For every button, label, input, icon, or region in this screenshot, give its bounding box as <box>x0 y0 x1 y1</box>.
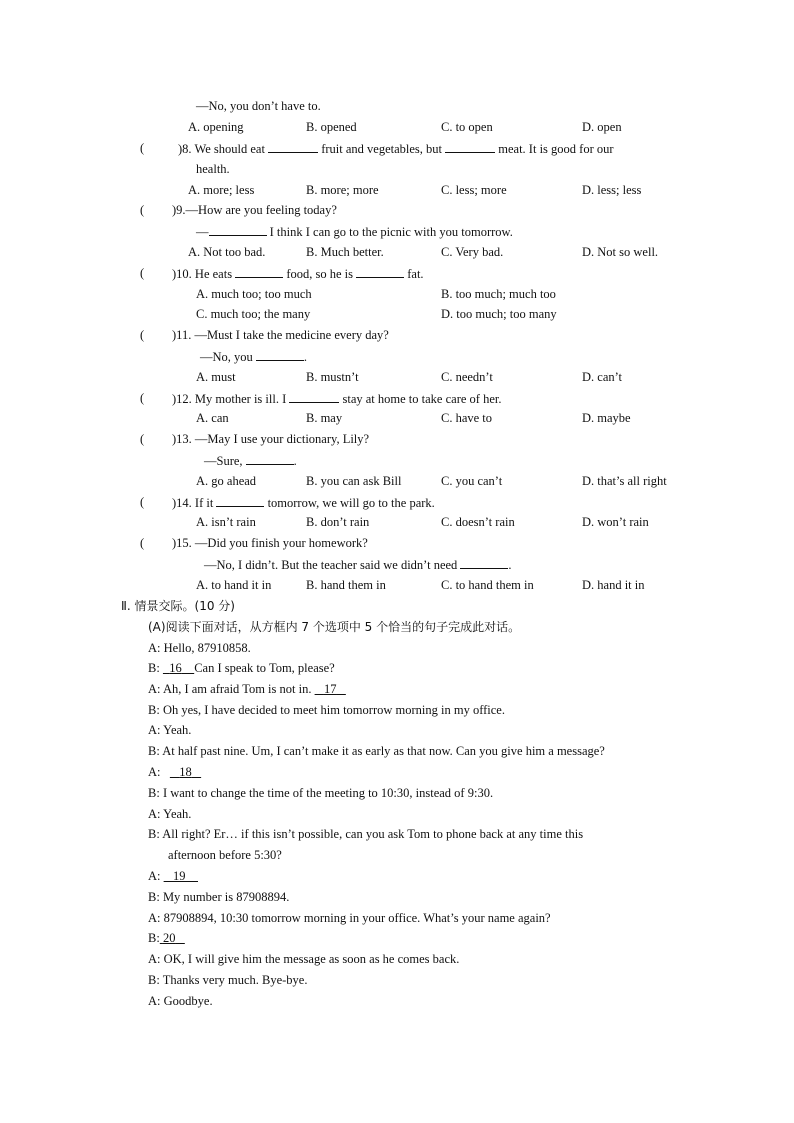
dialogue-line-13 <box>148 910 551 926</box>
q15-stem <box>172 535 368 551</box>
dialogue-line-10 <box>148 826 583 842</box>
q9-option-a: A. Not too bad. <box>188 245 266 259</box>
q13-stem-text: —May I use your dictionary, Lily? <box>194 432 370 446</box>
q8-blank-1[interactable] <box>268 140 318 153</box>
q11-number: )11. <box>172 328 192 342</box>
dialogue-text: All right? Er… if this isn’t possible, can you ask Tom to phone back at any time this <box>162 827 584 841</box>
speaker-label: A: <box>148 994 161 1008</box>
dialogue-line-6 <box>148 743 605 759</box>
q8-stem-d: health. <box>196 162 230 176</box>
speaker-label: A: <box>148 807 161 821</box>
q7-option-d: D. open <box>582 120 622 134</box>
q14-option-b: B. don’t rain <box>306 515 370 529</box>
q8-stem-b: fruit and vegetables, but <box>321 142 443 156</box>
q14-option-c: C. doesn’t rain <box>441 515 515 529</box>
q10-stem-a: He eats <box>194 267 233 281</box>
dialogue-line-7 <box>148 764 201 780</box>
q12-stem <box>172 390 501 407</box>
q10-paren: ( <box>140 266 145 280</box>
speaker-label: A: <box>148 952 161 966</box>
q14-option-d: D. won’t rain <box>582 515 649 529</box>
speaker-label: B: <box>148 744 160 758</box>
dialogue-line-12 <box>148 889 289 905</box>
q10-number: )10. <box>172 267 192 281</box>
dialogue-line-9 <box>148 806 191 822</box>
q11-option-b: B. mustn’t <box>306 370 359 384</box>
q10-stem-b: food, so he is <box>286 267 353 281</box>
q11-option-a: A. must <box>196 370 236 384</box>
q8-stem-c: meat. It is good for our <box>498 142 614 156</box>
dialogue-line-8 <box>148 785 493 801</box>
dialogue-line-15 <box>148 951 459 967</box>
q12-blank[interactable] <box>289 390 339 403</box>
q15-line2 <box>204 556 512 573</box>
q7-option-c: C. to open <box>441 120 493 134</box>
q13-option-d: D. that’s all right <box>582 474 667 488</box>
q14-stem <box>172 494 435 511</box>
q8-blank-2[interactable] <box>445 140 495 153</box>
blank-20[interactable]: 20 <box>162 931 176 945</box>
dialogue-line-1 <box>148 640 251 656</box>
q14-stem-a: If it <box>194 496 214 510</box>
q11-blank[interactable] <box>256 348 304 361</box>
dialogue-text: Ah, I am afraid Tom is not in. <box>162 682 312 696</box>
q11-option-c: C. needn’t <box>441 370 493 384</box>
dialogue-text: My number is 87908894. <box>162 890 290 904</box>
q13-paren: ( <box>140 432 145 446</box>
q10-stem-c: fat. <box>407 267 424 281</box>
q15-stem-text: —Did you finish your homework? <box>194 536 368 550</box>
q7-option-b: B. opened <box>306 120 357 134</box>
q12-paren: ( <box>140 391 145 405</box>
q15-line2-text: —No, I didn’t. But the teacher said we didn’t need <box>204 558 458 572</box>
speaker-label: A: <box>148 641 161 655</box>
q9-number: )9. <box>172 203 186 217</box>
speaker-label: A: <box>148 765 161 779</box>
q9-blank[interactable] <box>209 223 267 236</box>
dialogue-text: At half past nine. Um, I can’t make it as early as that now. Can you give him a message? <box>162 744 605 758</box>
q8-option-d: D. less; less <box>582 183 642 197</box>
q9-stem-text: —How are you feeling today? <box>185 203 337 217</box>
speaker-label: B: <box>148 827 160 841</box>
q11-line2-end: . <box>303 350 308 364</box>
dialogue-line-5 <box>148 722 191 738</box>
q15-paren: ( <box>140 536 145 550</box>
q11-option-d: D. can’t <box>582 370 623 384</box>
q10-option-a: A. much too; too much <box>196 287 312 301</box>
q12-option-a: A. can <box>196 411 229 425</box>
q15-option-a: A. to hand it in <box>196 578 272 592</box>
q8-stem-a: We should eat <box>194 142 265 156</box>
q8-paren: ( <box>140 141 145 155</box>
speaker-label: B: <box>148 890 160 904</box>
dialogue-text: 87908894, 10:30 tomorrow morning in your office. What’s your name again? <box>163 911 551 925</box>
speaker-label: B: <box>148 703 160 717</box>
dialogue-line-14 <box>148 930 185 946</box>
blank-17[interactable]: 17 <box>323 682 337 696</box>
dialogue-text: Oh yes, I have decided to meet him tomorrow morning in my office. <box>162 703 505 717</box>
q13-line2-text: —Sure, <box>204 454 243 468</box>
q7-answer: —No, you don’t have to. <box>196 99 321 113</box>
dialogue-text: Yeah. <box>163 723 192 737</box>
q12-stem-a: My mother is ill. I <box>194 392 287 406</box>
q9-stem <box>172 202 337 218</box>
q11-stem-text: —Must I take the medicine every day? <box>194 328 389 342</box>
speaker-label: B: <box>148 661 160 675</box>
q13-option-a: A. go ahead <box>196 474 257 488</box>
q11-line2-text: —No, you <box>200 350 253 364</box>
q12-stem-b: stay at home to take care of her. <box>342 392 502 406</box>
q13-option-b: B. you can ask Bill <box>306 474 402 488</box>
blank-16[interactable]: 16 <box>169 661 182 675</box>
q10-option-c: C. much too; the many <box>196 307 311 321</box>
blank-19[interactable]: 19 <box>173 869 186 883</box>
dialogue-text: OK, I will give him the message as soon as he comes back. <box>163 952 460 966</box>
q8-option-b: B. more; more <box>306 183 379 197</box>
speaker-label: A: <box>148 723 161 737</box>
dialogue-text: I want to change the time of the meeting to 10:30, instead of 9:30. <box>162 786 494 800</box>
q12-option-b: B. may <box>306 411 343 425</box>
dialogue-line-2 <box>148 660 335 676</box>
q10-blank-2[interactable] <box>356 265 404 278</box>
q8-option-c: C. less; more <box>441 183 507 197</box>
q9-line2-dash: — <box>196 225 209 239</box>
q9-line2-text: I think I can go to the picnic with you tomorrow. <box>269 225 513 239</box>
dialogue-line-4 <box>148 702 505 718</box>
q14-option-a: A. isn’t rain <box>196 515 256 529</box>
speaker-label: A: <box>148 911 161 925</box>
dialogue-line-3 <box>148 681 346 697</box>
q10-option-d: D. too much; too many <box>441 307 557 321</box>
speaker-label: A: <box>148 682 161 696</box>
q15-line2-end: . <box>508 558 512 572</box>
q8-stem <box>178 140 614 157</box>
q13-number: )13. <box>172 432 192 446</box>
q11-line2 <box>200 348 307 365</box>
q15-option-d: D. hand it in <box>582 578 645 592</box>
q11-stem <box>172 327 389 343</box>
dialogue-line-16 <box>148 972 307 988</box>
speaker-label: A: <box>148 869 161 883</box>
q15-option-c: C. to hand them in <box>441 578 534 592</box>
q12-number: )12. <box>172 392 192 406</box>
q9-option-c: C. Very bad. <box>441 245 504 259</box>
q9-option-d: D. Not so well. <box>582 245 659 259</box>
dialogue-text: Can I speak to Tom, please? <box>194 661 335 675</box>
q14-stem-b: tomorrow, we will go to the park. <box>267 496 435 510</box>
section-heading: Ⅱ. 情景交际。(10 分) <box>121 599 235 613</box>
q10-stem <box>172 265 424 282</box>
q12-option-c: C. have to <box>441 411 493 425</box>
dialogue-text: Goodbye. <box>163 994 213 1008</box>
q9-line2 <box>196 223 513 240</box>
dialogue-text: Thanks very much. Bye-bye. <box>162 973 308 987</box>
q10-option-b: B. too much; much too <box>441 287 556 301</box>
q14-blank[interactable] <box>216 494 264 507</box>
q14-number: )14. <box>172 496 192 510</box>
q15-number: )15. <box>172 536 192 550</box>
q13-line2 <box>204 452 297 469</box>
q8-option-a: A. more; less <box>188 183 255 197</box>
dialogue-text: Hello, 87910858. <box>163 641 251 655</box>
dialogue-text: Yeah. <box>163 807 192 821</box>
q15-blank[interactable] <box>460 556 508 569</box>
q9-paren: ( <box>140 203 145 217</box>
speaker-label: B: <box>148 973 160 987</box>
dialogue-line-17 <box>148 993 213 1009</box>
section-instruction: (A)阅读下面对话，从方框内 7 个选项中 5 个恰当的句子完成此对话。 <box>148 620 521 634</box>
q10-blank-1[interactable] <box>235 265 283 278</box>
q8-number: )8. <box>178 142 192 156</box>
q12-option-d: D. maybe <box>582 411 631 425</box>
q11-paren: ( <box>140 328 145 342</box>
q7-option-a: A. opening <box>188 120 244 134</box>
q15-option-b: B. hand them in <box>306 578 386 592</box>
q13-option-c: C. you can’t <box>441 474 503 488</box>
speaker-label: B: <box>148 931 160 945</box>
blank-18[interactable]: 18 <box>179 765 192 779</box>
q14-paren: ( <box>140 495 145 509</box>
dialogue-line-10-cont: afternoon before 5:30? <box>168 848 282 862</box>
q13-blank[interactable] <box>246 452 294 465</box>
dialogue-line-11 <box>148 868 198 884</box>
speaker-label: B: <box>148 786 160 800</box>
q9-option-b: B. Much better. <box>306 245 384 259</box>
q13-stem <box>172 431 369 447</box>
q13-line2-end: . <box>293 454 297 468</box>
